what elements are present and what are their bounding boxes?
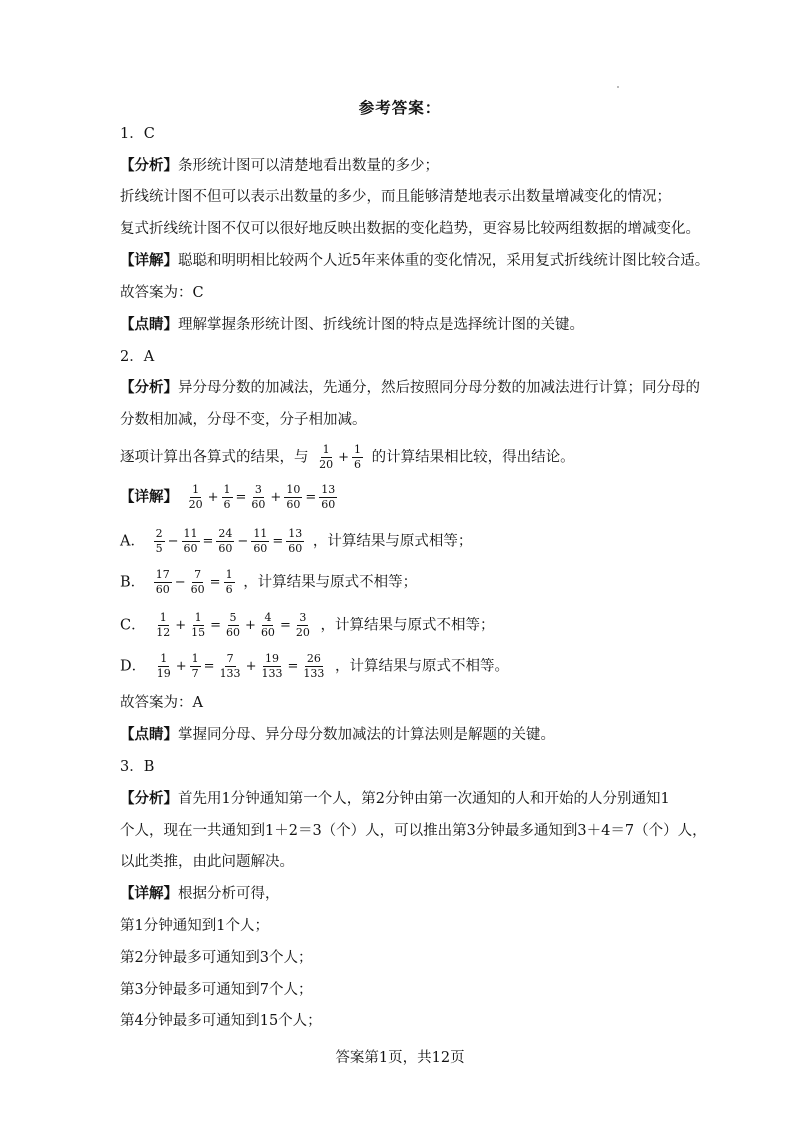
comment-tag: 【点睛】	[120, 316, 178, 333]
q2-option-d	[120, 653, 509, 680]
q2-option-c	[120, 612, 494, 639]
option-a-expression	[152, 528, 307, 555]
analysis-tag: 【分析】	[120, 790, 178, 807]
denominator: 6	[225, 583, 233, 596]
numerator: 11	[253, 527, 268, 540]
q3-step-4: 第4分钟最多可通知到15个人；	[120, 1013, 322, 1029]
numerator: 3	[299, 611, 307, 624]
fraction	[284, 484, 302, 511]
q2-compare-post: 的计算结果相比较，得出结论。	[371, 449, 575, 466]
q2-analysis-text-1: 异分母分数的加减法，先通分，然后按照同分母分数的加减法进行计算；同分母的	[178, 380, 700, 396]
numerator: 1	[225, 568, 233, 581]
denominator: 6	[223, 498, 231, 511]
option-label: A．	[120, 533, 145, 550]
fraction	[286, 528, 304, 555]
denominator: 60	[260, 626, 275, 639]
fraction	[154, 528, 165, 555]
denominator: 60	[190, 583, 205, 596]
equals-sign: =	[203, 658, 215, 674]
q2-compare-pre: 逐项计算出各算式的结果，与	[120, 449, 309, 466]
q1-analysis-text-1: 条形统计图可以清楚地看出数量的多少；	[178, 158, 439, 174]
plus-sign: +	[245, 617, 256, 633]
option-label: B．	[120, 574, 146, 591]
numerator: 7	[226, 652, 234, 665]
numerator: 19	[264, 652, 279, 665]
comment-tag: 【点睛】	[120, 726, 178, 743]
q3-detail-line	[120, 884, 280, 904]
option-a-result: ，计算结果与原式相等；	[312, 533, 473, 550]
q3-analysis-line-3: 以此类推，由此问题解决。	[120, 854, 294, 870]
q2-comment-text: 掌握同分母、异分母分数加减法的计算法则是解题的关键。	[178, 727, 555, 743]
option-label: D．	[120, 658, 147, 675]
q2-compare-line	[120, 444, 575, 471]
denominator: 133	[303, 667, 325, 680]
denominator: 20	[188, 498, 203, 511]
option-b-result: ，计算结果与原式不相等；	[243, 574, 418, 591]
fraction	[189, 569, 207, 596]
q1-comment-text: 理解掌握条形统计图、折线统计图的特点是选择统计图的关键。	[178, 317, 584, 333]
scan-speck	[617, 86, 619, 88]
q1-detail-line	[120, 251, 709, 271]
numerator: 1	[191, 652, 199, 665]
denominator: 60	[218, 542, 233, 555]
q2-compare-expression	[315, 444, 365, 471]
numerator: 13	[288, 527, 303, 540]
fraction	[155, 653, 173, 680]
page-title: 参考答案：	[358, 98, 442, 117]
q3-number: 3．B	[120, 759, 155, 775]
numerator: 1	[223, 483, 231, 496]
q2-answer: 故答案为：A	[120, 695, 203, 711]
denominator: 6	[354, 458, 362, 471]
fraction	[259, 612, 277, 639]
fraction	[189, 612, 207, 639]
plus-sign: +	[175, 658, 187, 674]
fraction	[317, 444, 335, 471]
plus-sign: +	[245, 658, 257, 674]
equals-sign: =	[202, 533, 214, 549]
numerator: 3	[254, 483, 262, 496]
fraction	[182, 528, 200, 555]
denominator: 60	[183, 542, 198, 555]
minus-sign: −	[174, 574, 186, 590]
fraction	[224, 612, 242, 639]
numerator: 1	[322, 443, 330, 456]
fraction	[249, 484, 267, 511]
equals-sign: =	[279, 617, 291, 633]
fraction	[301, 653, 326, 680]
numerator: 1	[354, 443, 362, 456]
numerator: 2	[155, 527, 163, 540]
q1-analysis-line-3: 复式折线统计图不仅可以很好地反映出数据的变化趋势，更容易比较两组数据的增减变化。	[120, 221, 700, 237]
equals-sign: =	[235, 489, 247, 505]
numerator: 17	[155, 568, 170, 581]
denominator: 60	[155, 583, 170, 596]
denominator: 60	[286, 498, 301, 511]
q3-analysis-text-1: 首先用1分钟通知第一个人，第2分钟由第一次通知的人和开始的人分别通知1	[178, 791, 670, 807]
page-footer: 答案第1页，共12页	[335, 1050, 465, 1066]
denominator: 15	[191, 626, 206, 639]
fraction	[319, 484, 337, 511]
q3-detail-text: 根据分析可得，	[178, 886, 280, 902]
denominator: 20	[295, 626, 310, 639]
fraction	[352, 444, 363, 471]
q3-step-1: 第1分钟通知到1个人；	[120, 918, 269, 934]
fraction	[216, 528, 234, 555]
numerator: 10	[286, 483, 301, 496]
numerator: 26	[306, 652, 321, 665]
equals-sign: =	[305, 489, 317, 505]
numerator: 4	[264, 611, 272, 624]
fraction	[218, 653, 243, 680]
fraction	[222, 484, 233, 511]
minus-sign: −	[237, 533, 249, 549]
denominator: 60	[226, 626, 241, 639]
q2-option-a	[120, 528, 472, 555]
numerator: 7	[194, 568, 202, 581]
numerator: 5	[229, 611, 237, 624]
numerator: 11	[183, 527, 198, 540]
q2-detail-expression	[185, 484, 340, 511]
plus-sign: +	[338, 449, 350, 465]
fraction	[190, 653, 201, 680]
plus-sign: +	[270, 489, 282, 505]
q2-option-b	[120, 569, 417, 596]
denominator: 5	[155, 542, 163, 555]
analysis-tag: 【分析】	[120, 379, 178, 396]
analysis-tag: 【分析】	[120, 157, 178, 174]
fraction	[251, 528, 269, 555]
q2-comment-line	[120, 725, 555, 745]
denominator: 60	[251, 498, 266, 511]
denominator: 19	[156, 667, 171, 680]
q2-analysis-line-2: 分数相加减，分母不变，分子相加减。	[120, 412, 367, 428]
fraction	[187, 484, 205, 511]
fraction	[294, 612, 312, 639]
q1-number: 1．C	[120, 126, 155, 142]
numerator: 1	[194, 611, 202, 624]
equals-sign: =	[210, 617, 222, 633]
option-label: C．	[120, 617, 146, 634]
q3-step-2: 第2分钟最多可通知到3个人；	[120, 950, 313, 966]
minus-sign: −	[167, 533, 179, 549]
q3-analysis-line-2: 个人，现在一共通知到1＋2＝3（个）人，可以推出第3分钟最多通知到3＋4＝7（个）人，	[120, 823, 707, 839]
numerator: 1	[160, 652, 168, 665]
q3-step-3: 第3分钟最多可通知到7个人；	[120, 982, 313, 998]
plus-sign: +	[207, 489, 219, 505]
q1-detail-text: 聪聪和明明相比较两个人近5年来体重的变化情况，采用复式折线统计图比较合适。	[178, 253, 710, 269]
fraction	[259, 653, 284, 680]
q1-comment-line	[120, 315, 584, 335]
fraction	[224, 569, 235, 596]
denominator: 133	[261, 667, 283, 680]
numerator: 1	[159, 611, 167, 624]
q2-number: 2．A	[120, 349, 155, 365]
equals-sign: =	[287, 658, 299, 674]
denominator: 60	[253, 542, 268, 555]
q2-analysis-line-1	[120, 378, 700, 398]
denominator: 12	[156, 626, 171, 639]
q1-analysis-line-2: 折线统计图不但可以表示出数量的多少，而且能够清楚地表示出数量增减变化的情况；	[120, 189, 671, 205]
q2-detail-line	[120, 484, 341, 511]
detail-tag: 【详解】	[120, 252, 178, 269]
detail-tag: 【详解】	[120, 885, 178, 902]
fraction	[154, 612, 172, 639]
q1-answer: 故答案为：C	[120, 285, 204, 301]
denominator: 133	[219, 667, 241, 680]
detail-tag: 【详解】	[120, 488, 178, 506]
option-d-result: ，计算结果与原式不相等。	[334, 658, 509, 675]
numerator: 24	[218, 527, 233, 540]
denominator: 60	[288, 542, 303, 555]
numerator: 1	[192, 483, 200, 496]
denominator: 60	[321, 498, 336, 511]
fraction	[154, 569, 172, 596]
option-c-result: ，计算结果与原式不相等；	[320, 617, 495, 634]
q1-analysis-line-1	[120, 156, 439, 176]
option-c-expression	[152, 612, 314, 639]
option-b-expression	[152, 569, 237, 596]
option-d-expression	[153, 653, 329, 680]
numerator: 13	[321, 483, 336, 496]
equals-sign: =	[272, 533, 284, 549]
denominator: 7	[191, 667, 199, 680]
q3-analysis-line-1	[120, 789, 670, 809]
equals-sign: =	[209, 574, 221, 590]
denominator: 20	[319, 458, 334, 471]
plus-sign: +	[175, 617, 187, 633]
